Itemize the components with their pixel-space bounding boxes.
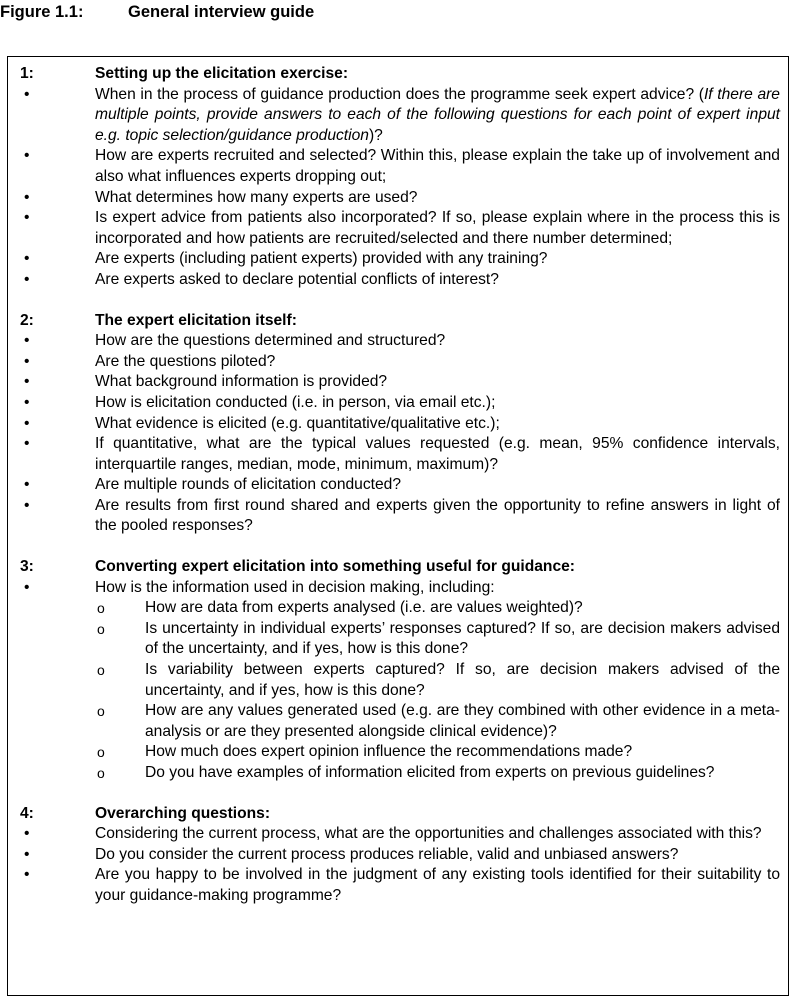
list-item — [20, 249, 780, 270]
sub-list-item — [20, 660, 780, 701]
sub-question-text: Do you have examples of information elicited from experts on previous guidelines? — [145, 764, 715, 781]
list-item — [20, 208, 780, 249]
list-item-text — [95, 85, 780, 147]
bullet-icon: • — [24, 496, 30, 514]
section-4 — [20, 804, 780, 907]
circle-bullet-icon: o — [97, 703, 105, 720]
section-2 — [20, 311, 780, 538]
question-text: What background information is provided? — [95, 373, 388, 391]
italic-note: If there are multiple points, provide answers to each of the following questions for each point of expert input e.g. topic selection/guidance production — [95, 85, 780, 144]
section-heading-text: Converting expert elicitation into something useful for guidance: — [95, 558, 575, 576]
list-item-text — [95, 434, 780, 475]
list-item-text — [95, 270, 780, 291]
list-item-text — [95, 845, 780, 866]
list-item — [20, 372, 780, 393]
bullet-icon: • — [24, 578, 30, 596]
bullet-icon: • — [24, 147, 30, 165]
section-heading-text: Setting up the elicitation exercise: — [95, 65, 349, 82]
question-text: Do you consider the current process produces reliable, valid and unbiased answers? — [95, 845, 679, 863]
section-heading-text: Overarching questions: — [95, 804, 271, 822]
bullet-icon: • — [24, 866, 30, 884]
sub-question-text: How much does expert opinion influence the recommendations made? — [145, 743, 633, 761]
question-text: What determines how many experts are used? — [95, 188, 418, 206]
list-item-text — [95, 146, 780, 187]
interview-guide-box — [7, 56, 789, 996]
question-text: Are experts (including patient experts) provided with any training? — [95, 250, 548, 268]
section-number: 4: — [20, 804, 34, 822]
list-item — [20, 393, 780, 414]
list-item-text — [95, 331, 780, 352]
list-item — [20, 475, 780, 496]
list-item-text — [95, 393, 780, 414]
section-3 — [20, 557, 780, 784]
sub-list-item — [20, 598, 780, 619]
question-text: Is expert advice from patients also incorporated? If so, please explain where in the process this is incorporated and how patients are recruited/selected and there number determined; — [95, 209, 780, 247]
bullet-icon: • — [24, 845, 30, 863]
bullet-icon: • — [24, 209, 30, 227]
list-item — [20, 331, 780, 352]
list-item — [20, 434, 780, 475]
question-text: What evidence is elicited (e.g. quantitative/qualitative etc.); — [95, 414, 500, 432]
list-item — [20, 865, 780, 906]
list-item — [20, 146, 780, 187]
list-item — [20, 188, 780, 209]
question-text: Are results from first round shared and experts given the opportunity to refine answers in light of the pooled responses? — [95, 496, 780, 535]
question-text: How are experts recruited and selected? Within this, please explain the take up of involvement and also what influences experts dropping out; — [95, 147, 780, 185]
question-text: Are the questions piloted? — [95, 352, 276, 370]
circle-bullet-icon: o — [97, 744, 105, 761]
list-item-text — [95, 475, 780, 496]
list-item-text — [95, 249, 780, 270]
sub-list-item — [20, 742, 780, 763]
section-number: 2: — [20, 311, 34, 329]
section-number: 3: — [20, 558, 34, 576]
guide-content — [20, 64, 780, 927]
list-item-text — [95, 865, 780, 906]
bullet-icon: • — [24, 332, 30, 350]
list-item-text — [95, 496, 780, 537]
list-item-text — [95, 372, 780, 393]
list-item — [20, 85, 780, 147]
bullet-icon: • — [24, 352, 30, 370]
bullet-icon: • — [24, 188, 30, 206]
bullet-icon: • — [24, 373, 30, 391]
list-item-text — [95, 208, 780, 249]
section-heading-text: The expert elicitation itself: — [95, 311, 297, 329]
figure-number: Figure 1.1: — [0, 3, 84, 21]
question-text: Are multiple rounds of elicitation conducted? — [95, 476, 401, 494]
question-text: Considering the current process, what are the opportunities and challenges associated with this? — [95, 825, 762, 843]
circle-bullet-icon: o — [97, 600, 105, 617]
bullet-icon: • — [24, 825, 30, 843]
section-heading — [20, 311, 780, 332]
bullet-icon: • — [24, 85, 30, 103]
sub-list-item — [20, 763, 780, 784]
list-item — [20, 824, 780, 845]
figure-title — [0, 3, 314, 22]
question-text: How are the questions determined and structured? — [95, 332, 446, 350]
question-text: How is the information used in decision making, including: — [95, 578, 495, 596]
circle-bullet-icon: o — [97, 662, 105, 679]
circle-bullet-icon: o — [97, 765, 105, 781]
section-heading — [20, 557, 780, 578]
question-text: How is elicitation conducted (i.e. in person, via email etc.); — [95, 393, 496, 411]
question-text: Are you happy to be involved in the judgment of any existing tools identified for their suitability to your guidance-making programme? — [95, 866, 780, 904]
list-item-text — [95, 352, 780, 373]
list-item — [20, 845, 780, 866]
list-item — [20, 414, 780, 435]
section-heading — [20, 804, 780, 825]
note-suffix: )? — [368, 126, 383, 144]
list-item-text — [95, 414, 780, 435]
question-text: If quantitative, what are the typical values requested (e.g. mean, 95% confidence intervals, interquartile ranges, median, mode, minimum, maximum)? — [95, 435, 780, 473]
list-item — [20, 270, 780, 291]
bullet-icon: • — [24, 476, 30, 494]
sub-question-text: Is uncertainty in individual experts’ responses captured? If so, are decision makers advised of the uncertainty, and if yes, how is this done? — [145, 619, 780, 658]
sub-list-item — [20, 701, 780, 742]
section-1 — [20, 64, 780, 291]
list-item — [20, 496, 780, 537]
bullet-icon: • — [24, 435, 30, 453]
list-item — [20, 578, 780, 599]
list-item-text — [95, 578, 780, 599]
figure-caption: General interview guide — [128, 3, 315, 21]
sub-question-text: How are data from experts analysed (i.e. are values weighted)? — [145, 599, 583, 617]
sub-list-item — [20, 619, 780, 660]
list-item-text — [95, 188, 780, 209]
sub-question-text: How are any values generated used (e.g. are they combined with other evidence in a meta-analysis or are they presented alongside clinical evidence)? — [145, 702, 780, 740]
section-number: 1: — [20, 65, 34, 82]
circle-bullet-icon: o — [97, 620, 105, 637]
bullet-icon: • — [24, 393, 30, 411]
question-text: Are experts asked to declare potential conflicts of interest? — [95, 270, 499, 288]
section-heading — [20, 64, 780, 85]
list-item-text — [95, 824, 780, 845]
note-prefix: ( — [698, 85, 704, 103]
bullet-icon: • — [24, 250, 30, 268]
list-item — [20, 352, 780, 373]
bullet-icon: • — [24, 414, 30, 432]
bullet-icon: • — [24, 270, 30, 288]
question-text: When in the process of guidance production does the programme seek expert advice? — [95, 85, 695, 103]
sub-question-text: Is variability between experts captured? If so, are decision makers advised of the uncertainty, and if yes, how is this done? — [145, 661, 780, 699]
